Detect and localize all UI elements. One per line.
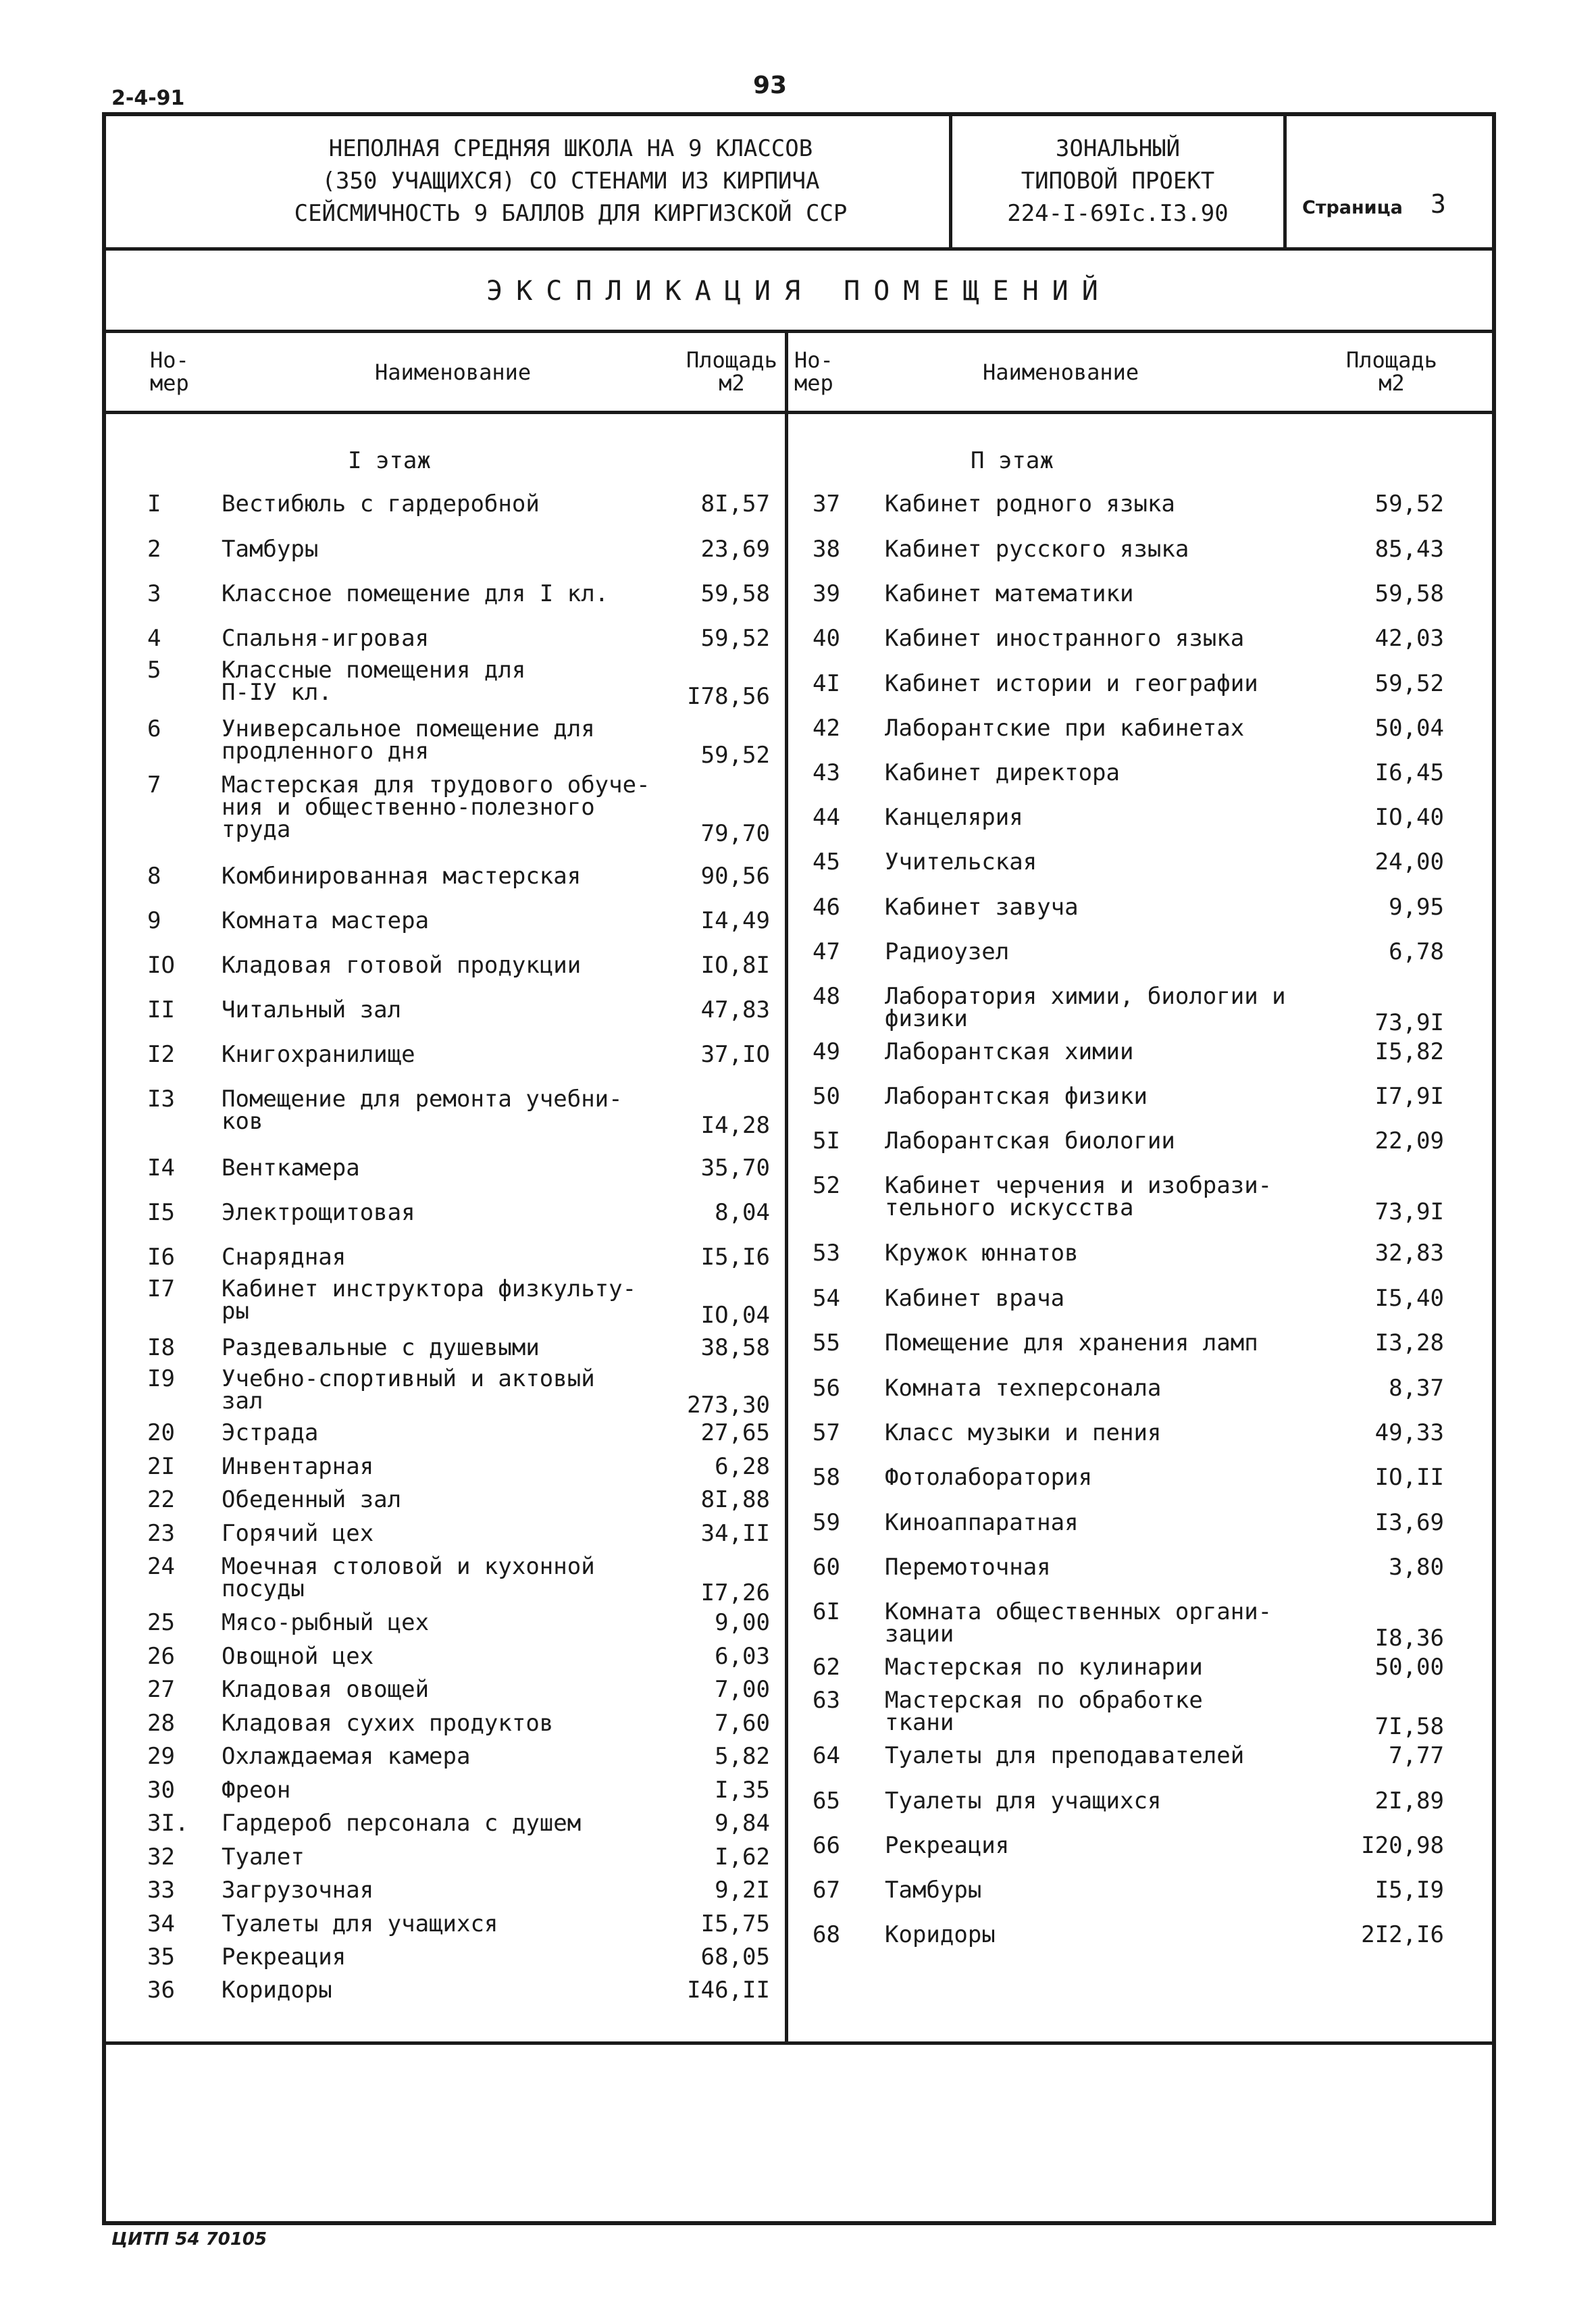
room-area: 6,78 — [1389, 938, 1444, 965]
room-number: 42 — [813, 715, 840, 742]
room-area: I5,I6 — [700, 1244, 770, 1271]
room-number: 60 — [813, 1554, 840, 1581]
room-area: 23,69 — [700, 536, 770, 563]
title-line: (350 УЧАЩИХСЯ) СО СТЕНАМИ ИЗ КИРПИЧА — [321, 168, 820, 195]
sheet-page-value: 3 — [1431, 189, 1446, 219]
room-area: I5,I9 — [1374, 1877, 1444, 1904]
room-area: 9,95 — [1389, 894, 1444, 921]
room-number: 29 — [147, 1743, 175, 1770]
header-divider — [102, 247, 1496, 251]
room-name: Кладовая сухих продуктов — [222, 1710, 554, 1737]
room-area: 7,77 — [1389, 1742, 1444, 1769]
room-area: I4,28 — [700, 1112, 770, 1139]
room-area: 68,05 — [700, 1943, 770, 1971]
room-number: 59 — [813, 1509, 840, 1536]
room-area: 59,52 — [700, 625, 770, 652]
room-name: Загрузочная — [222, 1877, 374, 1904]
header-text: Площадь — [1346, 347, 1437, 373]
room-area: 37,IO — [700, 1041, 770, 1068]
room-number: 5 — [147, 657, 161, 684]
room-number: 3I. — [147, 1810, 189, 1837]
room-name: Охлаждаемая камера — [222, 1743, 471, 1770]
room-area: 9,2I — [715, 1877, 770, 1904]
room-area: I7,26 — [700, 1579, 770, 1606]
room-area: 59,52 — [1374, 490, 1444, 517]
room-area: I78,56 — [687, 683, 770, 710]
room-number: 50 — [813, 1083, 840, 1110]
room-number: 36 — [147, 1977, 175, 2004]
room-number: 56 — [813, 1375, 840, 1402]
room-number: I2 — [147, 1041, 175, 1068]
room-name: Туалеты для учащихся — [885, 1787, 1162, 1814]
room-name: Лаборантская биологии — [885, 1127, 1175, 1154]
room-name: Мастерская по обработке ткани — [885, 1687, 1203, 1736]
room-number: 58 — [813, 1464, 840, 1491]
title-line: НЕПОЛНАЯ СРЕДНЯЯ ШКОЛА НА 9 КЛАССОВ — [328, 135, 813, 162]
room-number: 2I — [147, 1453, 175, 1480]
room-area: 8,04 — [715, 1199, 770, 1226]
room-name: Горячий цех — [222, 1520, 374, 1547]
room-name: Овощной цех — [222, 1643, 374, 1670]
room-number: 4I — [813, 670, 840, 697]
room-area: I,35 — [715, 1777, 770, 1804]
room-name: Рекреация — [222, 1943, 346, 1971]
room-number: 68 — [813, 1921, 840, 1948]
room-name: Кабинет иностранного языка — [885, 625, 1245, 652]
footer-code: ЦИТП 54 70105 — [111, 2229, 267, 2250]
room-name: Читальный зал — [222, 996, 402, 1023]
room-name: Радиоузел — [885, 938, 1010, 965]
room-area: 42,03 — [1374, 625, 1444, 652]
room-area: 38,58 — [700, 1334, 770, 1361]
project-line: ЗОНАЛЬНЫЙ — [1055, 135, 1181, 162]
room-name: Гардероб персонала с душем — [222, 1810, 582, 1837]
room-number: 63 — [813, 1687, 840, 1714]
room-name: Помещение для ремонта учебни- ков — [222, 1086, 623, 1135]
room-name: Эстрада — [222, 1419, 319, 1446]
room-area: 59,58 — [700, 580, 770, 607]
header-text: мер — [150, 370, 189, 396]
room-area: I5,82 — [1374, 1038, 1444, 1065]
header-col-divider-2 — [1283, 112, 1287, 249]
room-number: 47 — [813, 938, 840, 965]
room-name: Комбинированная мастерская — [222, 863, 582, 890]
room-area: 8I,57 — [700, 490, 770, 517]
room-number: 55 — [813, 1329, 840, 1356]
room-name: Снарядная — [222, 1244, 346, 1271]
room-number: 28 — [147, 1710, 175, 1737]
room-name: Мясо-рыбный цех — [222, 1609, 430, 1636]
room-name: Кабинет черчения и изобрази- тельного искусства — [885, 1172, 1272, 1221]
room-number: 65 — [813, 1787, 840, 1814]
room-name: Кружок юннатов — [885, 1240, 1079, 1267]
page-label: Страница — [1302, 197, 1403, 218]
room-number: 53 — [813, 1240, 840, 1267]
room-area: 73,9I — [1374, 1198, 1444, 1225]
room-name: Канцелярия — [885, 804, 1023, 831]
room-area: 59,52 — [700, 742, 770, 769]
room-area: IO,II — [1374, 1464, 1444, 1491]
room-name: Моечная столовой и кухонной посуды — [222, 1553, 595, 1602]
room-area: 6,28 — [715, 1453, 770, 1480]
room-area: 32,83 — [1374, 1240, 1444, 1267]
project-block — [959, 132, 1277, 230]
room-number: I7 — [147, 1275, 175, 1302]
room-number: 23 — [147, 1520, 175, 1547]
room-name: Кабинет врача — [885, 1285, 1065, 1312]
room-name: Комната техперсонала — [885, 1375, 1162, 1402]
room-name: Комната общественных органи- зации — [885, 1598, 1272, 1648]
room-area: IO,8I — [700, 952, 770, 979]
header-text: м2 — [719, 370, 745, 396]
room-number: 38 — [813, 536, 840, 563]
room-name: Мастерская по кулинарии — [885, 1654, 1203, 1681]
room-number: 67 — [813, 1877, 840, 1904]
room-name: Коридоры — [885, 1921, 996, 1948]
room-area: 9,00 — [715, 1609, 770, 1636]
room-number: 6 — [147, 715, 161, 742]
area-column-header-right — [1346, 349, 1437, 395]
room-number: 49 — [813, 1038, 840, 1065]
room-number: 52 — [813, 1172, 840, 1199]
room-number: 40 — [813, 625, 840, 652]
column-header-divider — [102, 411, 1496, 414]
room-number: 66 — [813, 1832, 840, 1859]
room-number: 54 — [813, 1285, 840, 1312]
room-name: Рекреация — [885, 1832, 1010, 1859]
room-name: Кабинет завуча — [885, 894, 1079, 921]
room-number: 8 — [147, 863, 161, 890]
room-number: 37 — [813, 490, 840, 517]
room-area: IO,40 — [1374, 804, 1444, 831]
room-number: 32 — [147, 1844, 175, 1871]
room-name: Инвентарная — [222, 1453, 374, 1480]
room-number: 57 — [813, 1419, 840, 1446]
room-area: 7,60 — [715, 1710, 770, 1737]
room-name: Туалеты для преподавателей — [885, 1742, 1245, 1769]
room-area: 2I,89 — [1374, 1787, 1444, 1814]
room-area: 273,30 — [687, 1392, 770, 1419]
room-name: Электрощитовая — [222, 1199, 415, 1226]
room-number: 6I — [813, 1598, 840, 1625]
room-name: Спальня-игровая — [222, 625, 430, 652]
room-area: I20,98 — [1361, 1832, 1444, 1859]
room-number: 27 — [147, 1676, 175, 1703]
table-bottom-line — [102, 2041, 1496, 2045]
room-number: 5I — [813, 1127, 840, 1154]
room-number: 25 — [147, 1609, 175, 1636]
room-number: IO — [147, 952, 175, 979]
room-name: Туалеты для учащихся — [222, 1910, 498, 1937]
title-line: СЕЙСМИЧНОСТЬ 9 БАЛЛОВ ДЛЯ КИРГИЗСКОЙ ССР — [294, 200, 848, 227]
room-area: I46,II — [687, 1977, 770, 2004]
room-number: 30 — [147, 1777, 175, 1804]
room-number: I3 — [147, 1086, 175, 1113]
number-column-header — [150, 349, 189, 395]
room-name: Кладовая овощей — [222, 1676, 430, 1703]
room-name: Фреон — [222, 1777, 291, 1804]
room-number: I8 — [147, 1334, 175, 1361]
room-number: 9 — [147, 907, 161, 934]
room-area: I8,36 — [1374, 1625, 1444, 1652]
room-name: Комната мастера — [222, 907, 430, 934]
room-area: 90,56 — [700, 863, 770, 890]
room-name: Помещение для хранения ламп — [885, 1329, 1258, 1356]
room-name: Кабинет русского языка — [885, 536, 1189, 563]
room-number: 44 — [813, 804, 840, 831]
room-name: Перемоточная — [885, 1554, 1051, 1581]
room-number: I6 — [147, 1244, 175, 1271]
room-number: 48 — [813, 983, 840, 1010]
room-number: 33 — [147, 1877, 175, 1904]
room-name: Лаборантские при кабинетах — [885, 715, 1245, 742]
document-title — [196, 132, 946, 230]
header-text: м2 — [1379, 370, 1405, 396]
room-area: 3,80 — [1389, 1554, 1444, 1581]
project-line: ТИПОВОЙ ПРОЕКТ — [1021, 168, 1215, 195]
room-area: I5,40 — [1374, 1285, 1444, 1312]
header-text: Площадь — [686, 347, 777, 373]
room-number: 26 — [147, 1643, 175, 1670]
room-area: IO,04 — [700, 1302, 770, 1329]
room-number: 20 — [147, 1419, 175, 1446]
room-area: I5,75 — [700, 1910, 770, 1937]
page-number: 93 — [753, 72, 788, 99]
room-area: 27,65 — [700, 1419, 770, 1446]
room-number: 43 — [813, 759, 840, 786]
room-area: 59,52 — [1374, 670, 1444, 697]
room-area: 50,00 — [1374, 1654, 1444, 1681]
floor-1-label: I этаж — [348, 447, 431, 474]
room-area: 50,04 — [1374, 715, 1444, 742]
room-number: 3 — [147, 580, 161, 607]
room-number: 46 — [813, 894, 840, 921]
room-name: Кабинет истории и географии — [885, 670, 1258, 697]
room-name: Лаборатория химии, биологии и физики — [885, 983, 1286, 1032]
room-number: 34 — [147, 1910, 175, 1937]
room-area: 24,00 — [1374, 848, 1444, 875]
room-number: 45 — [813, 848, 840, 875]
header-text: Но- — [150, 347, 189, 373]
section-divider — [102, 330, 1496, 333]
room-name: Книгохранилище — [222, 1041, 415, 1068]
room-name: Класс музыки и пения — [885, 1419, 1162, 1446]
room-name: Классные помещения для П-IУ кл. — [222, 657, 526, 706]
room-name: Тамбуры — [885, 1877, 982, 1904]
room-number: 64 — [813, 1742, 840, 1769]
name-column-header-right: Наименование — [983, 359, 1139, 385]
area-column-header — [686, 349, 777, 395]
room-name: Кабинет директора — [885, 759, 1120, 786]
room-name: Лаборантская физики — [885, 1083, 1148, 1110]
room-number: II — [147, 996, 175, 1023]
room-area: 47,83 — [700, 996, 770, 1023]
document-code: 2-4-91 — [111, 86, 185, 110]
room-number: I9 — [147, 1365, 175, 1392]
room-name: Киноаппаратная — [885, 1509, 1079, 1536]
room-area: 35,70 — [700, 1154, 770, 1181]
name-column-header: Наименование — [375, 359, 532, 385]
room-number: 62 — [813, 1654, 840, 1681]
room-number: 22 — [147, 1486, 175, 1513]
floor-2-label: П этаж — [971, 447, 1054, 474]
room-name: Венткамера — [222, 1154, 360, 1181]
room-area: 5,82 — [715, 1743, 770, 1770]
room-name: Кабинет математики — [885, 580, 1134, 607]
room-area: I4,49 — [700, 907, 770, 934]
room-number: 2 — [147, 536, 161, 563]
room-area: 49,33 — [1374, 1419, 1444, 1446]
room-area: 6,03 — [715, 1643, 770, 1670]
room-number: 7 — [147, 771, 161, 798]
center-column-divider — [785, 331, 788, 2044]
room-name: Вестибюль с гардеробной — [222, 490, 540, 517]
room-area: I7,9I — [1374, 1083, 1444, 1110]
section-title: ЭКСПЛИКАЦИЯ ПОМЕЩЕНИЙ — [486, 276, 1112, 307]
room-area: 8,37 — [1389, 1375, 1444, 1402]
room-number: I — [147, 490, 161, 517]
room-name: Туалет — [222, 1844, 305, 1871]
room-name: Учительская — [885, 848, 1037, 875]
room-name: Обеденный зал — [222, 1486, 402, 1513]
room-name: Кабинет инструктора физкульту- ры — [222, 1275, 637, 1325]
room-area: 59,58 — [1374, 580, 1444, 607]
project-line: 224-I-69Iс.I3.90 — [1007, 200, 1229, 227]
room-area: 34,II — [700, 1520, 770, 1547]
room-area: I3,28 — [1374, 1329, 1444, 1356]
room-name: Раздевальные с душевыми — [222, 1334, 540, 1361]
room-number: 24 — [147, 1553, 175, 1580]
room-area: 2I2,I6 — [1361, 1921, 1444, 1948]
room-area: I,62 — [715, 1844, 770, 1871]
room-name: Классное помещение для I кл. — [222, 580, 609, 607]
room-area: I6,45 — [1374, 759, 1444, 786]
room-area: 22,09 — [1374, 1127, 1444, 1154]
room-area: I3,69 — [1374, 1509, 1444, 1536]
room-area: 7I,58 — [1374, 1713, 1444, 1740]
room-area: 8I,88 — [700, 1486, 770, 1513]
room-name: Мастерская для трудового обуче- ния и общественно-полезного труда — [222, 771, 650, 843]
room-number: 4 — [147, 625, 161, 652]
room-number: I4 — [147, 1154, 175, 1181]
number-column-header-right — [794, 349, 833, 395]
room-area: 73,9I — [1374, 1009, 1444, 1036]
room-number: 39 — [813, 580, 840, 607]
room-area: 85,43 — [1374, 536, 1444, 563]
room-name: Тамбуры — [222, 536, 319, 563]
room-name: Кабинет родного языка — [885, 490, 1175, 517]
room-name: Учебно-спортивный и актовый зал — [222, 1365, 595, 1415]
room-number: I5 — [147, 1199, 175, 1226]
header-text: мер — [794, 370, 833, 396]
room-name: Универсальное помещение для продленного дня — [222, 715, 595, 765]
room-name: Лаборантская химии — [885, 1038, 1134, 1065]
room-number: 35 — [147, 1943, 175, 1971]
room-name: Фотолаборатория — [885, 1464, 1093, 1491]
room-area: 7,00 — [715, 1676, 770, 1703]
room-name: Кладовая готовой продукции — [222, 952, 582, 979]
room-name: Коридоры — [222, 1977, 332, 2004]
room-area: 9,84 — [715, 1810, 770, 1837]
room-area: 79,70 — [700, 820, 770, 847]
header-text: Но- — [794, 347, 833, 373]
header-col-divider-1 — [949, 112, 952, 249]
